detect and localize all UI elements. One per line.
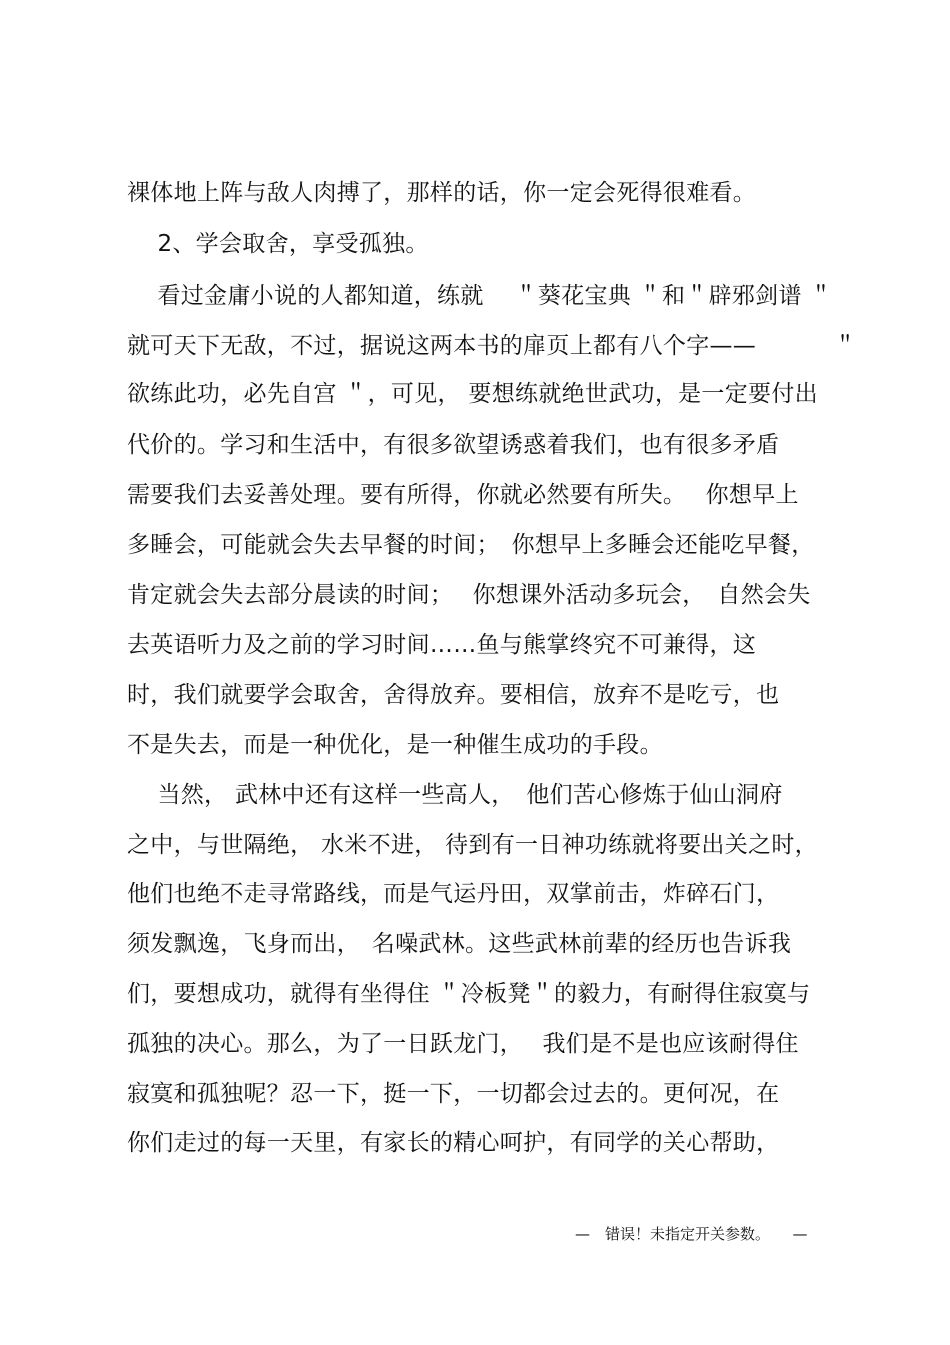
text-line: 裸体地上阵与敌人肉搏了，那样的话，你一定会死得很难看。 [127,180,757,206]
page-footer: — 错误！未指定开关参数。 — [575,1225,808,1243]
section-heading: 2、学会取舍，享受孤独。 [127,231,429,257]
text-line: 就可天下无敌，不过，据说这两本书的扉页上都有八个字—— ＂ [127,333,857,359]
text-line: 时，我们就要学会取舍，舍得放弃。要相信，放弃不是吃亏，也 [127,682,780,708]
text-line: 你们走过的每一天里，有家长的精心呵护，有同学的关心帮助， [127,1130,780,1156]
text-line: 看过金庸小说的人都知道，练就 ＂葵花宝典 ＂和＂辟邪剑谱 ＂ [127,283,833,309]
text-line: 须发飘逸，飞身而出， 名噪武林。这些武林前辈的经历也告诉我 [127,931,792,957]
text-line: 需要我们去妥善处理。要有所得，你就必然要有所失。 你想早上 [127,482,799,508]
text-line: 代价的。学习和生活中，有很多欲望诱惑着我们，也有很多矛盾 [127,432,780,458]
text-line: 去英语听力及之前的学习时间……鱼与熊掌终究不可兼得，这 [127,632,757,658]
text-line: 肯定就会失去部分晨读的时间； 你想课外活动多玩会， 自然会失 [127,582,811,608]
text-line: 之中，与世隔绝， 水米不进， 待到有一日神功练就将要出关之时， [127,832,818,858]
text-line: 他们也绝不走寻常路线，而是气运丹田，双掌前击，炸碎石门， [127,881,780,907]
text-line: 当然， 武林中还有这样一些高人， 他们苦心修炼于仙山洞府 [127,782,783,808]
text-line: 们，要想成功，就得有坐得住 ＂冷板凳＂的毅力，有耐得住寂寞与 [127,981,811,1007]
text-line: 多睡会，可能就会失去早餐的时间； 你想早上多睡会还能吃早餐， [127,532,815,558]
text-line: 不是失去，而是一种优化，是一种催生成功的手段。 [127,732,663,758]
text-line: 寂寞和孤独呢？忍一下，挺一下，一切都会过去的。更何况，在 [127,1081,780,1107]
text-line: 欲练此功，必先自宫 ＂，可见， 要想练就绝世武功，是一定要付出 [127,381,818,407]
text-line: 孤独的决心。那么，为了一日跃龙门， 我们是不是也应该耐得住 [127,1031,799,1057]
